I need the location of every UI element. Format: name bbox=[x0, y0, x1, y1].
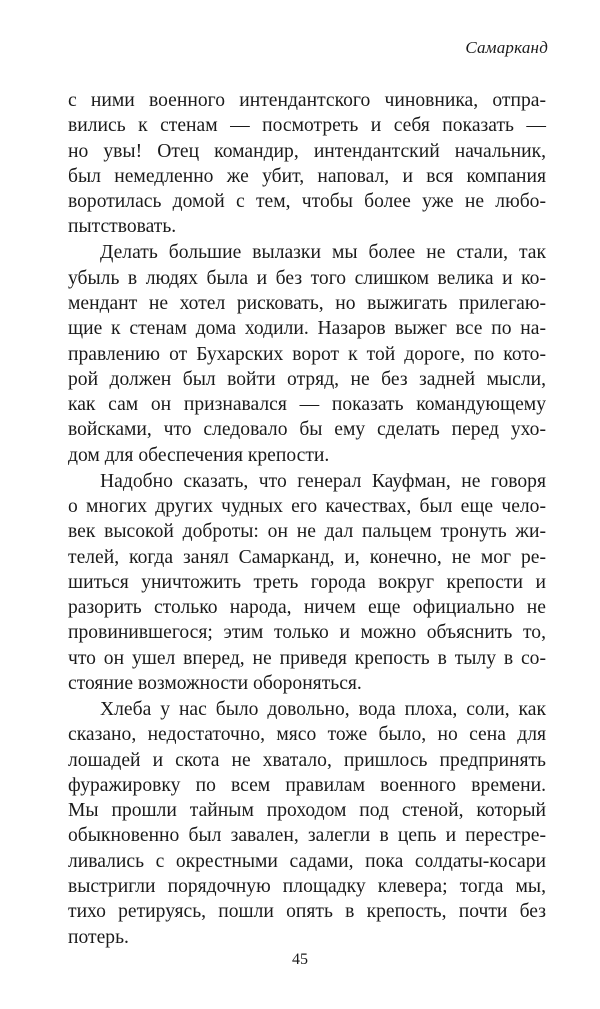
running-head: Самарканд bbox=[465, 38, 548, 57]
text-line: Надобно сказать, что генерал Кауфман, не говоря bbox=[100, 470, 546, 492]
text-line: сказано, недостаточно, мясо тоже было, но сена для bbox=[68, 724, 546, 746]
text-line: лошадей и скота не хватало, пришлось предпринять bbox=[68, 749, 546, 771]
paragraph bbox=[68, 469, 546, 697]
text-line: рой должен был войти отряд, не без задней мысли, bbox=[68, 368, 546, 390]
page-number: 45 bbox=[292, 951, 308, 968]
text-line: дом для обеспечения крепости. bbox=[68, 444, 330, 466]
text-line: Хлеба у нас было довольно, вода плоха, соли, как bbox=[100, 698, 546, 720]
text-line: войсками, что следовало бы ему сделать перед ухо- bbox=[68, 419, 546, 441]
text-line: воротилась домой с тем, чтобы более уже не любо- bbox=[68, 191, 546, 213]
text-line: фуражировку по всем правилам военного времени. bbox=[68, 774, 546, 796]
text-line: как сам он признавался — показать командующему bbox=[68, 394, 546, 416]
body-text bbox=[68, 88, 546, 950]
text-line: о многих других чудных его качествах, был еще чело- bbox=[68, 495, 546, 517]
paragraph bbox=[68, 697, 546, 950]
text-line: обыкновенно был завален, залегли в цепь и перестре- bbox=[68, 825, 546, 847]
text-line: разорить столько народа, ничем еще официально не bbox=[68, 597, 546, 619]
text-line: пытствовать. bbox=[68, 216, 177, 238]
text-line: вились к стенам — посмотреть и себя показать — bbox=[68, 115, 546, 137]
text-line: стояние возможности обороняться. bbox=[68, 673, 362, 695]
paragraph bbox=[68, 88, 546, 240]
text-line: Мы прошли тайным проходом под стеной, который bbox=[68, 800, 546, 822]
text-line: тихо ретируясь, пошли опять в крепость, почти без bbox=[68, 901, 546, 923]
paragraph bbox=[68, 240, 546, 468]
text-line: был немедленно же убит, наповал, и вся компания bbox=[68, 165, 546, 187]
text-line: мендант не хотел рисковать, но выжигать прилегаю- bbox=[68, 292, 546, 314]
text-line: правлению от Бухарских ворот к той дороге, по кото- bbox=[68, 343, 546, 365]
text-line: щие к стенам дома ходили. Назаров выжег все по на- bbox=[68, 318, 546, 340]
text-line: выстригли порядочную площадку клевера; тогда мы, bbox=[68, 875, 546, 897]
text-line: Делать большие вылазки мы более не стали, так bbox=[100, 242, 546, 264]
text-line: век высокой доброты: он не дал пальцем тронуть жи- bbox=[68, 521, 546, 543]
text-line: потерь. bbox=[68, 926, 129, 948]
text-line: ливались с окрестными садами, пока солдаты-косари bbox=[68, 850, 546, 872]
text-line: убыль в людях была и без того слишком велика и ко- bbox=[68, 267, 546, 289]
text-line: телей, когда занял Самарканд, и, конечно, не мог ре- bbox=[68, 546, 546, 568]
text-line: с ними военного интендантского чиновника, отпра- bbox=[68, 90, 546, 111]
text-line: провинившегося; этим только и можно объяснить то, bbox=[68, 622, 546, 644]
text-line: шиться уничтожить треть города вокруг крепости и bbox=[68, 571, 546, 593]
text-line: что он ушел вперед, не приведя крепость в тылу в со- bbox=[68, 647, 546, 669]
text-line: но увы! Отец командир, интендантский начальник, bbox=[68, 140, 546, 162]
